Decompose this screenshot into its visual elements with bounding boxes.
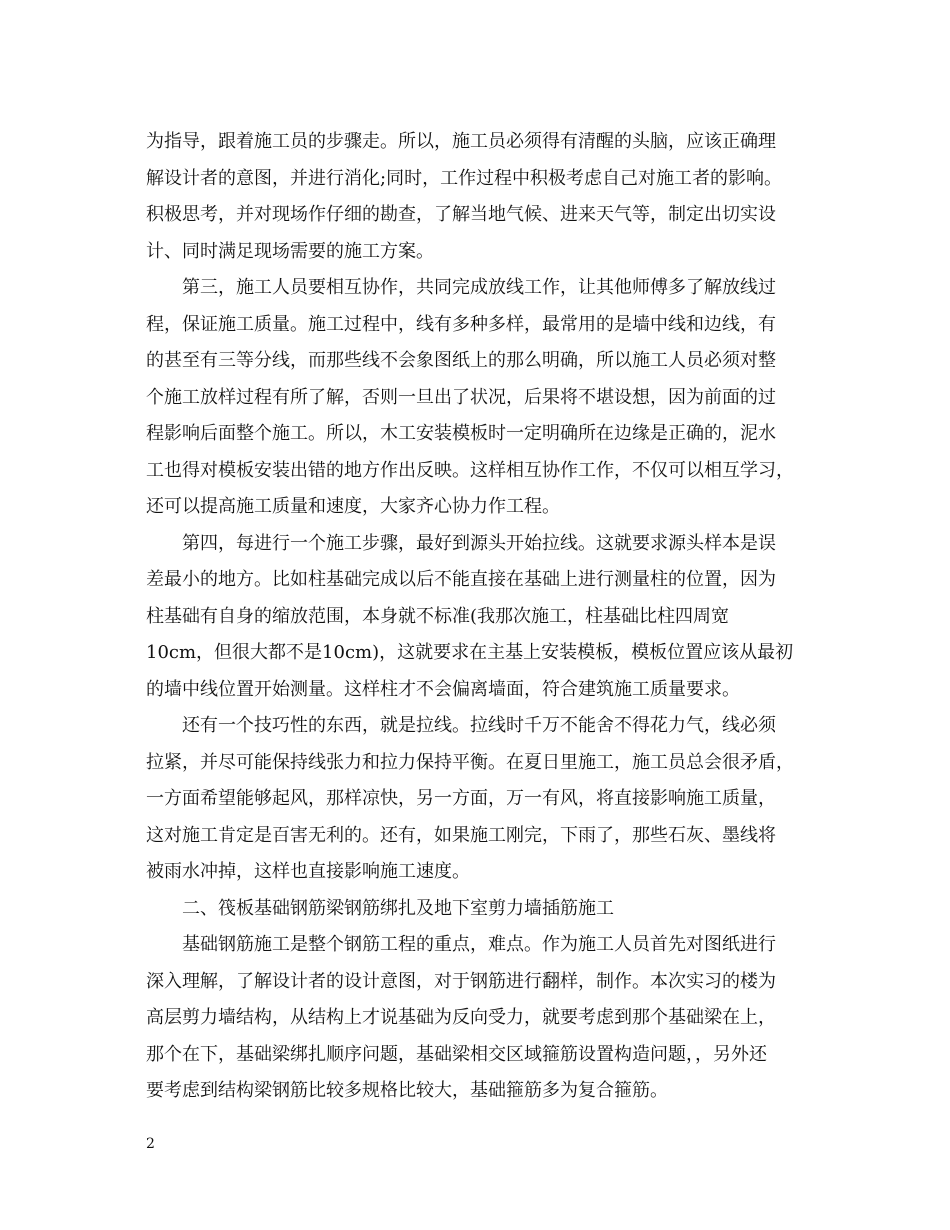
text-line: 的甚至有三等分线，而那些线不会象图纸上的那么明确，所以施工人员必须对整 <box>146 350 776 371</box>
text-line: 程，保证施工质量。施工过程中，线有多种多样，最常用的是墙中线和边线，有 <box>146 313 776 335</box>
body-text <box>146 124 818 1110</box>
text-line: 程影响后面整个施工。所以，木工安装模板时一定明确所在边缘是正确的，泥水 <box>146 423 776 444</box>
text-line: 还有一个技巧性的东西，就是拉线。拉线时千万不能舍不得花力气，线必须 <box>182 715 776 736</box>
text-line: 工也得对模板安装出错的地方作出反映。这样相互协作工作，不仅可以相互学习， <box>146 459 794 481</box>
text-line: 还可以提高施工质量和速度，大家齐心协力作工程。 <box>146 496 560 517</box>
text-line: 积极思考，并对现场作仔细的勘查，了解当地气候、进来天气等，制定出切实设 <box>146 204 776 225</box>
text-line: 那个在下，基础梁绑扎顺序问题，基础梁相交区域箍筋设置构造问题，，另外还 <box>146 1043 767 1065</box>
text-line: 为指导，跟着施工员的步骤走。所以，施工员必须得有清醒的头脑，应该正确理 <box>146 131 776 152</box>
text-line: 深入理解，了解设计者的设计意图，对于钢筋进行翻样，制作。本次实习的楼为 <box>146 970 776 992</box>
text-line: 第四，每进行一个施工步骤，最好到源头开始拉线。这就要求源头样本是误 <box>182 532 776 554</box>
text-line: 差最小的地方。比如柱基础完成以后不能直接在基础上进行测量柱的位置，因为 <box>146 569 776 590</box>
text-line: 高层剪力墙结构，从结构上才说基础为反向受力，就要考虑到那个基础梁在上， <box>146 1007 776 1028</box>
text-line: 拉紧，并尽可能保持线张力和拉力保持平衡。在夏日里施工，施工员总会很矛盾， <box>146 751 794 773</box>
text-line: 被雨水冲掉，这样也直接影响施工速度。 <box>146 861 470 882</box>
page-number: 2 <box>146 1136 155 1152</box>
text-line: 二、筏板基础钢筋梁钢筋绑扎及地下室剪力墙插筋施工 <box>182 897 614 919</box>
text-line: 这对施工肯定是百害无利的。还有，如果施工刚完，下雨了，那些石灰、墨线将 <box>146 824 776 846</box>
text-line: 10cm，但很大都不是10cm)，这就要求在主基上安装模板，模板位置应该从最初 <box>146 642 794 663</box>
text-line: 解设计者的意图，并进行消化;同时，工作过程中积极考虑自己对施工者的影响。 <box>146 167 783 189</box>
text-line: 个施工放样过程有所了解，否则一旦出了状况，后果将不堪设想，因为前面的过 <box>146 386 776 408</box>
text-line: 计、同时满足现场需要的施工方案。 <box>146 240 434 262</box>
text-line: 的墙中线位置开始测量。这样柱才不会偏离墙面，符合建筑施工质量要求。 <box>146 678 740 700</box>
text-line: 要考虑到结构梁钢筋比较多规格比较大，基础箍筋多为复合箍筋。 <box>146 1080 668 1101</box>
text-line: 柱基础有自身的缩放范围，本身就不标准(我那次施工，柱基础比柱四周宽 <box>146 605 730 627</box>
text-line: 第三，施工人员要相互协作，共同完成放线工作，让其他师傅多了解放线过 <box>182 277 776 298</box>
text-line: 一方面希望能够起风，那样凉快，另一方面，万一有风，将直接影响施工质量， <box>146 788 776 809</box>
text-line: 基础钢筋施工是整个钢筋工程的重点，难点。作为施工人员首先对图纸进行 <box>182 934 776 955</box>
